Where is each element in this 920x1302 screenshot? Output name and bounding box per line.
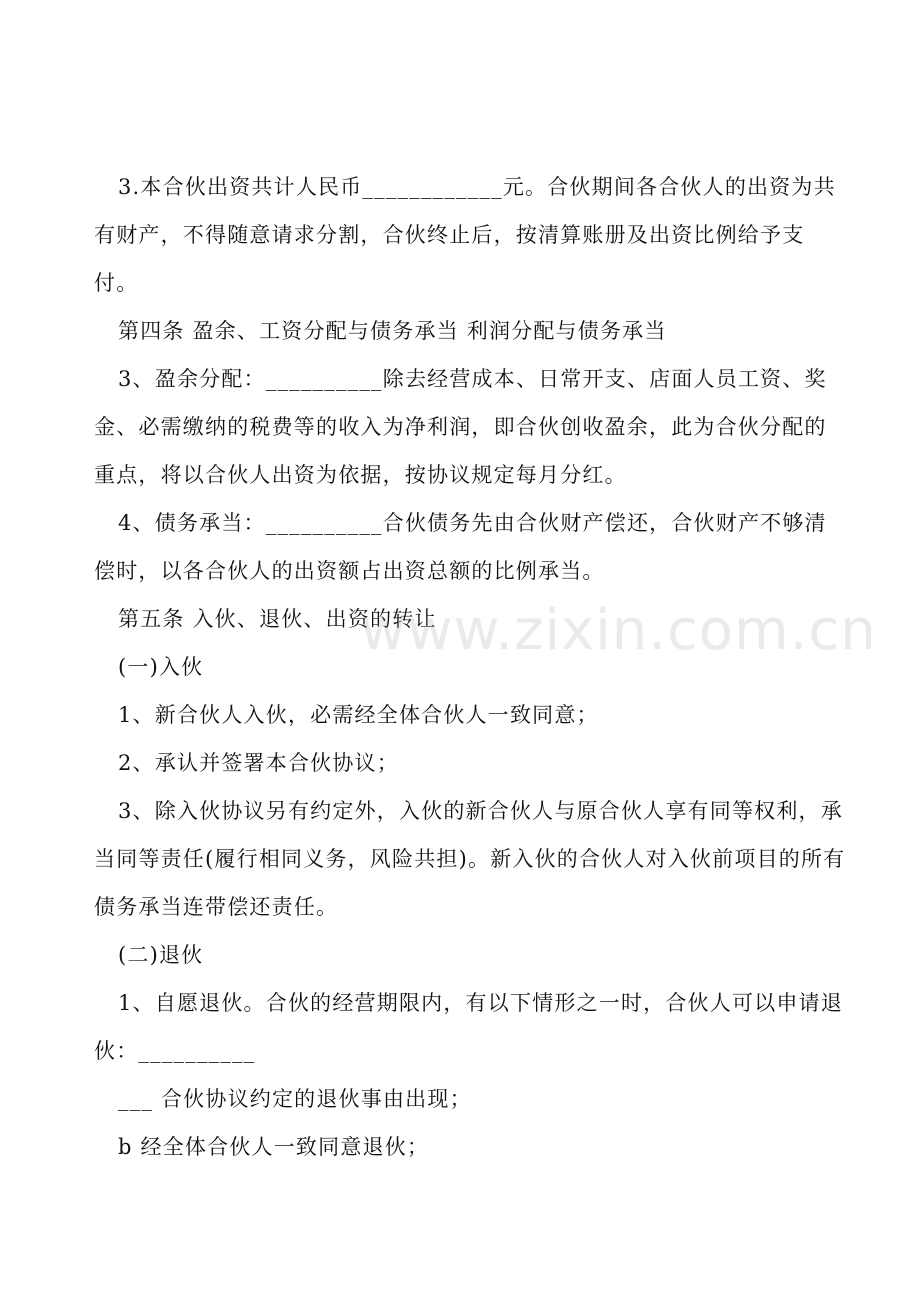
list-item-withdrawal-1: 1、自愿退伙。合伙的经营期限内，有以下情形之一时，合伙人可以申请退伙：__________ xyxy=(94,991,843,1063)
list-item-withdrawal-b: b 经全体合伙人一致同意退伙； xyxy=(118,1135,430,1159)
list-item-joining-3: 3、除入伙协议另有约定外，入伙的新合伙人与原合伙人享有同等权利，承当同等责任(履行相同义务，风险共担)。新入伙的合伙人对入伙前项目的所有债务承当连带偿还责任。 xyxy=(94,799,846,919)
paragraph-surplus-distribution: 3、盈余分配：__________除去经营成本、日常开支、店面人员工资、奖金、必需缴纳的税费等的收入为净利润，即合伙创收盈余，此为合伙分配的重点，将以合伙人出资为依据，按协议规定每月分红。 xyxy=(94,367,827,487)
list-item-joining-2: 2、承认并签署本合伙协议； xyxy=(118,751,399,775)
subheading-joining: (一)入伙 xyxy=(118,655,204,679)
watermark: www.zixin.com.cn xyxy=(360,598,877,663)
list-item-withdrawal-a: ___ 合伙协议约定的退伙事由出现； xyxy=(118,1087,472,1111)
paragraph-debt-bearing: 4、债务承当：__________合伙债务先由合伙财产偿还，合伙财产不够清偿时，以各合伙人的出资额占出资总额的比例承当。 xyxy=(94,511,827,583)
document-body xyxy=(94,163,846,1171)
list-item-joining-1: 1、新合伙人入伙，必需经全体合伙人一致同意； xyxy=(118,703,599,727)
subheading-withdrawal: (二)退伙 xyxy=(118,943,204,967)
heading-article-5: 第五条 入伙、退伙、出资的转让 xyxy=(118,607,437,631)
paragraph-capital-total: 3.本合伙出资共计人民币____________元。合伙期间各合伙人的出资为共有财产，不得随意请求分割，合伙终止后，按清算账册及出资比例给予支付。 xyxy=(94,175,836,295)
heading-article-4: 第四条 盈余、工资分配与债务承当 利润分配与债务承当 xyxy=(118,319,667,343)
